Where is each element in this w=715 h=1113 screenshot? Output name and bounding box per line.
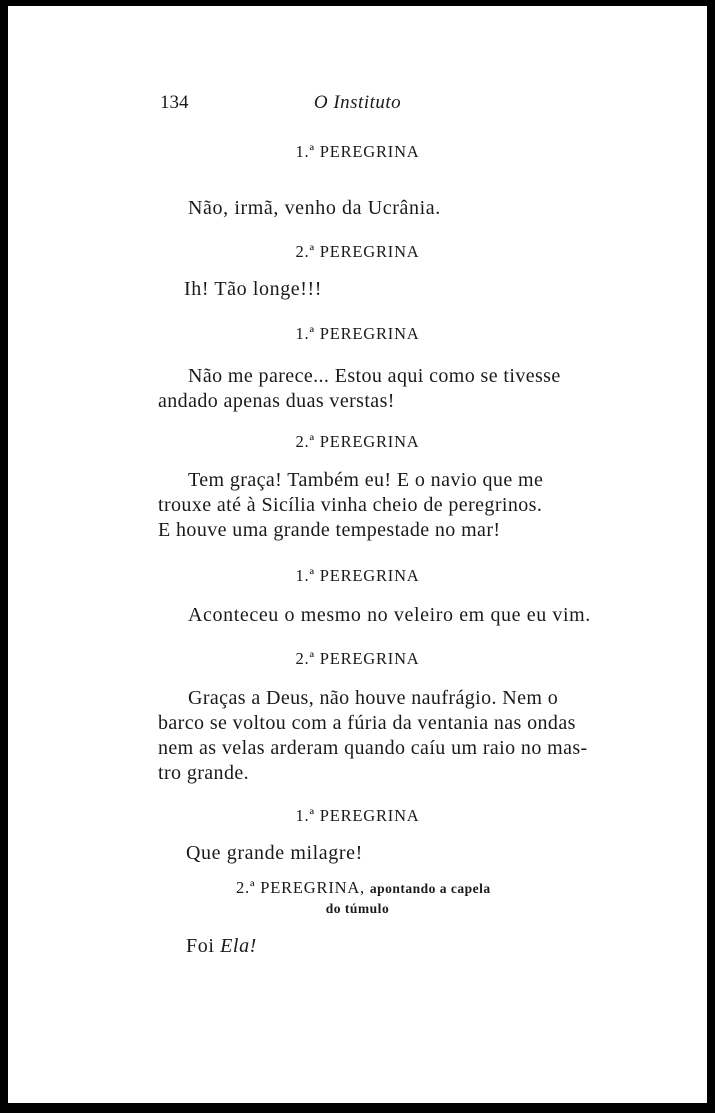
speech-text: Foi — [186, 935, 221, 957]
book-page — [8, 6, 707, 1103]
speech-line — [186, 935, 257, 958]
speaker-label: 1.ª PEREGRINA — [295, 324, 420, 343]
running-title: O Instituto — [313, 92, 402, 113]
stage-direction: do túmulo — [325, 901, 390, 916]
speech-line: Ih! Tão longe!!! — [184, 278, 323, 300]
speaker-label: 1.ª PEREGRINA — [295, 806, 420, 825]
speech-paragraph — [158, 364, 624, 414]
speech-line: Não me parece... Estou aqui como se tivesse — [188, 365, 561, 387]
page-number: 134 — [160, 92, 189, 113]
speaker-label: 2.ª PEREGRINA — [295, 242, 420, 261]
speaker-label: 2.ª PEREGRINA — [295, 649, 420, 668]
speech-line: andado apenas duas verstas! — [158, 390, 395, 412]
speech-line: Graças a Deus, não houve naufrágio. Nem o — [188, 687, 559, 709]
speech-line: trouxe até à Sicília vinha cheio de peregrinos. — [158, 494, 543, 516]
speech-line: Não, irmã, venho da Ucrânia. — [188, 197, 441, 219]
speech-line: tro grande. — [158, 762, 250, 784]
speaker-label: 1.ª PEREGRINA — [295, 142, 420, 161]
speech-paragraph — [158, 468, 624, 543]
speech-line: Que grande milagre! — [186, 842, 363, 864]
speech-line: E houve uma grande tempestade no mar! — [158, 519, 501, 541]
speaker-label: 2.ª PEREGRINA, — [236, 878, 365, 897]
emphasized-text: Ela! — [220, 935, 257, 957]
speech-line: Aconteceu o mesmo no veleiro em que eu vim. — [188, 604, 591, 626]
speech-line: nem as velas arderam quando caíu um raio no mas- — [158, 737, 588, 759]
speech-line: barco se voltou com a fúria da ventania nas ondas — [158, 712, 576, 734]
speaker-label: 1.ª PEREGRINA — [295, 566, 420, 585]
stage-direction: apontando a capela — [369, 881, 491, 896]
speech-line: Tem graça! Também eu! E o navio que me — [188, 469, 544, 491]
speech-paragraph — [158, 686, 624, 786]
speaker-with-direction — [236, 878, 491, 898]
speaker-label: 2.ª PEREGRINA — [295, 432, 420, 451]
